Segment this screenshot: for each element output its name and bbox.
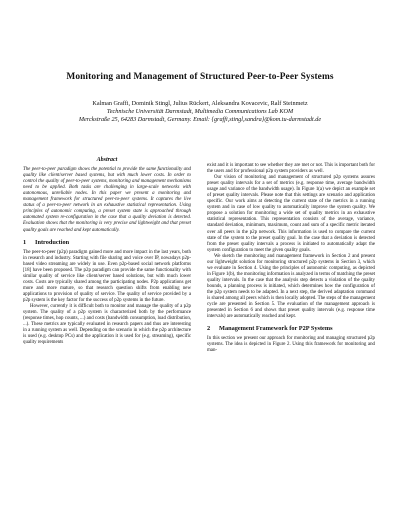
body-paragraph-3: We sketch the monitoring and management framework in Section 2 and present our lightweight solution for monitoring structured p2p systems in Section 3, which we evaluate in Section 4. Using the principles of autonomic computing, as depicted in Figure 1(b), the monitoring information is analyzed in terms of matching the preset quality intervals. In the case that the analysis step detects a violation of the quality bounds, a planning process is initiated, which determines how the configuration of the p2p system needs to be adapted. In a next step, the derived adaptation command is shared among all peers which is then locally adopted. The steps of the management cycle are presented in Section 5. The evaluation of the management approach is presented in Section 6 and shows that preset quality intervals (e.g. response time intervals) are automatically reached and kept. [207, 253, 375, 320]
left-column [23, 157, 191, 346]
abstract-heading: Abstract [96, 157, 118, 163]
address-email: Merckstraße 25, 64283 Darmstadt, Germany. Email: {graffi,stingl,sandra}@kom.tu-darmstadt.de [78, 116, 322, 123]
paper-title: Monitoring and Management of Structured Peer-to-Peer Systems [66, 72, 334, 82]
section-title: Management Framework for P2P Systems [219, 325, 333, 333]
section-title: Introduction [35, 238, 70, 246]
body-paragraph-1: exist and it is important to see whether they are met or not. This is important both for the users and for professional p2p system providers as well. [207, 163, 375, 175]
section-number: 1 [23, 238, 27, 246]
affiliation: Technische Universität Darmstadt, Multimedia Communications Lab KOM [106, 108, 294, 115]
body-paragraph-2: Our vision of monitoring and management of structured p2p systems assures preset quality intervals for a set of metrics (e.g. response time, average bandwidth usage and variance of the bandwidth usage). In Figure 1(a) we depict an example set of preset quality intervals. Please note that this settings are scenario and application specific. Our work aims at detecting the current state of the metrics in a running system and in case of low quality to automatically improve the system quality. We propose a solution for monitoring a wide set of quality metrics in an exhaustive statistical representation. This representation consists of the average, variance, standard deviation, minimum, maximum, count and sum of a specific metric iterated over all peers in the p2p network. This information is used to compare the current state of the system to the preset quality goal. In the case that a deviation is detected from the preset quality intervals a process is initiated to automatically adapt the system configuration to meet the given quality goals. [207, 175, 375, 253]
right-column [207, 163, 375, 354]
section-heading-introduction [23, 240, 191, 246]
intro-paragraph-2: However, currently it is difficult both to monitor and manage the quality of a p2p system. The quality of a p2p system is characterized both by the performance (response times, hop counts, ...) and costs (bandwidth consumption, load distribution, ...). These metrics are typically evaluated in research papers and thus are interesting in a running system as well. Depending on the scenario in which the p2p architecture is used (e.g. desktop PCs) and the application it is used for (e.g. streaming), specific quality requirements [23, 304, 191, 346]
author-list: Kalman Graffi, Dominik Stingl, Julius Rückert, Aleksandra Kovacevic, Ralf Steinmetz [92, 100, 308, 107]
abstract-text: The peer-to-peer paradigm shows the potential to provide the same functionality and quality like client/server based systems, but with much lower costs. In order to control the quality of peer-to-peer systems, monitoring and management mechanisms need to be applied. Both tasks are challenging in large-scale networks with autonomous, unreliable nodes. In this paper we present a monitoring and management framework for structured peer-to-peer systems. It captures the live status of a peer-to-peer network in an exhaustive statistical representation. Using principles of autonomic computing, a preset system state is approached through automated system re-configuration in the case that a quality deviation is detected. Evaluation shows that the monitoring is very precise and lightweight and that preset quality goals are reached and kept automatically. [23, 167, 191, 233]
section-heading-framework [207, 326, 375, 332]
section-number: 2 [207, 325, 211, 333]
intro-paragraph-1: The peer-to-peer (p2p) paradigm gained more and more impact in the last years, both in research and industry. Starting with file sharing and voice over IP, nowadays p2p-based video streaming are widely in use. Even p2p-based social network platforms [18] have been proposed. The p2p paradigm can provide the same functionality with similar quality of service like client/server based solutions, but with much lower costs. Costs are typically shared among the participating nodes. P2p applications get more and more mature, so that research question shifts from enabling new applications to provision of quality of service. The quality of service provided by a p2p system is the key factor for the success of p2p systems in the future. [23, 249, 191, 303]
author-block [20, 100, 380, 124]
framework-paragraph: In this section we present our approach for monitoring and managing structured p2p systems. The idea is depicted in Figure 2. Using this framework for monitoring and man- [207, 336, 375, 354]
